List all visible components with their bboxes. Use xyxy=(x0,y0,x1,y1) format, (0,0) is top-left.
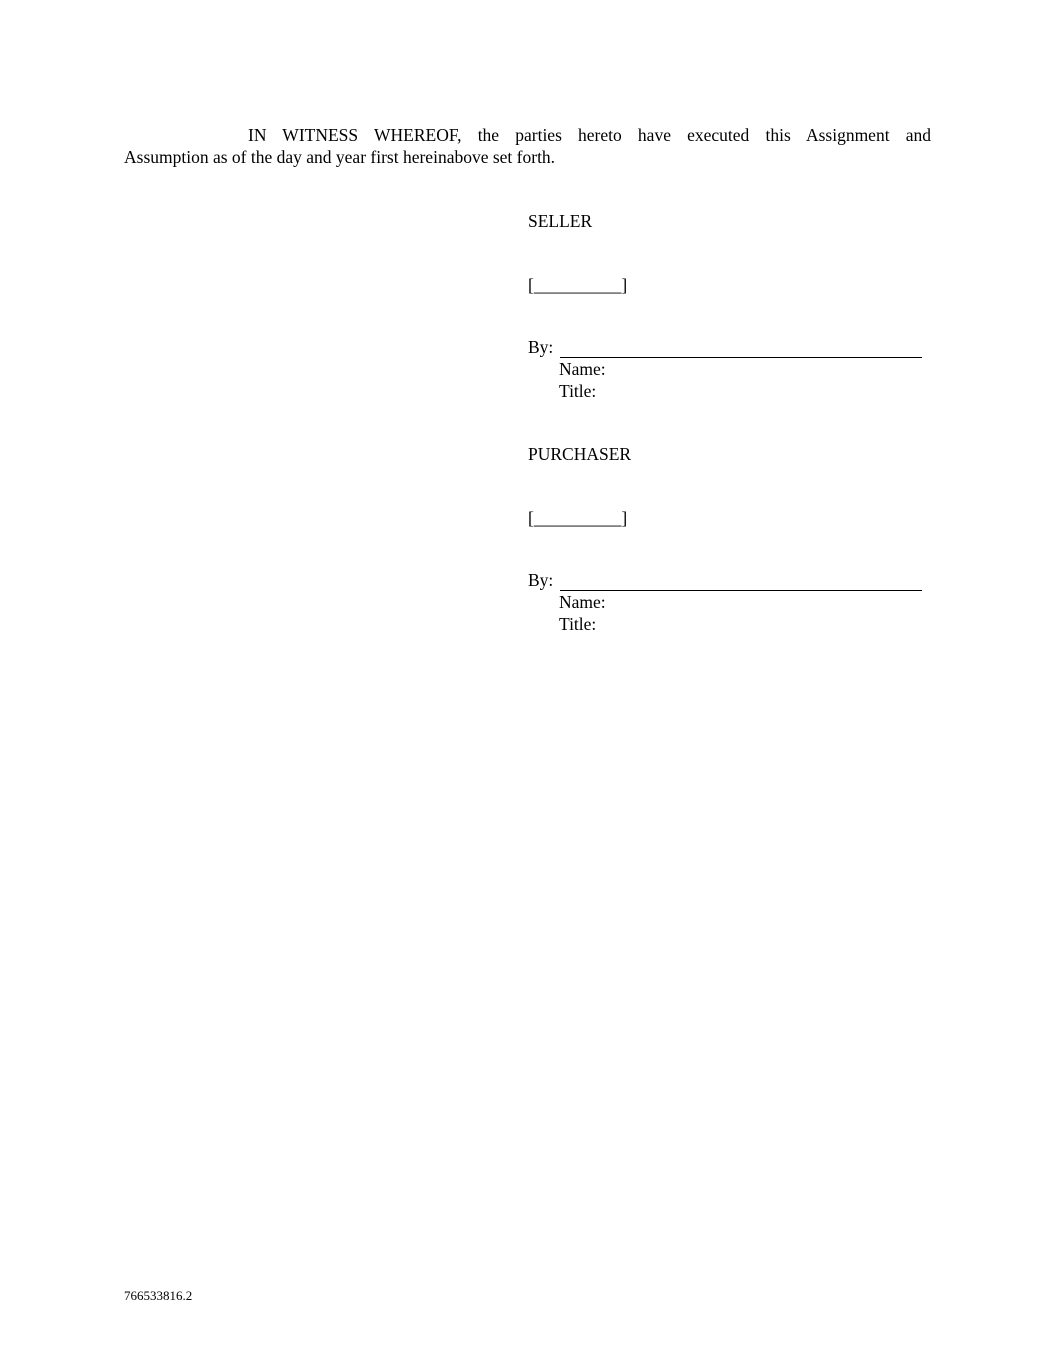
witness-paragraph xyxy=(124,124,931,168)
purchaser-signature-line xyxy=(560,572,922,591)
seller-label: SELLER xyxy=(528,211,593,231)
purchaser-name-label: Name: xyxy=(559,592,606,612)
purchaser-signature-block xyxy=(528,443,928,643)
purchaser-by-row xyxy=(528,569,922,591)
purchaser-name-placeholder: [__________] xyxy=(528,508,628,528)
seller-signature-block xyxy=(528,210,928,410)
witness-line-1: IN WITNESS WHEREOF, the parties hereto have executed this Assignment and xyxy=(248,125,931,145)
seller-title-label: Title: xyxy=(559,381,597,401)
seller-name-placeholder: [__________] xyxy=(528,275,628,295)
purchaser-label: PURCHASER xyxy=(528,444,632,464)
witness-line-2: Assumption as of the day and year first hereinabove set forth. xyxy=(124,147,556,167)
document-id: 766533816.2 xyxy=(124,1288,193,1303)
purchaser-title-label: Title: xyxy=(559,614,597,634)
purchaser-by-label: By: xyxy=(528,570,554,590)
seller-name-label: Name: xyxy=(559,359,606,379)
seller-signature-line xyxy=(560,339,922,358)
seller-by-row xyxy=(528,336,922,358)
seller-by-label: By: xyxy=(528,337,554,357)
